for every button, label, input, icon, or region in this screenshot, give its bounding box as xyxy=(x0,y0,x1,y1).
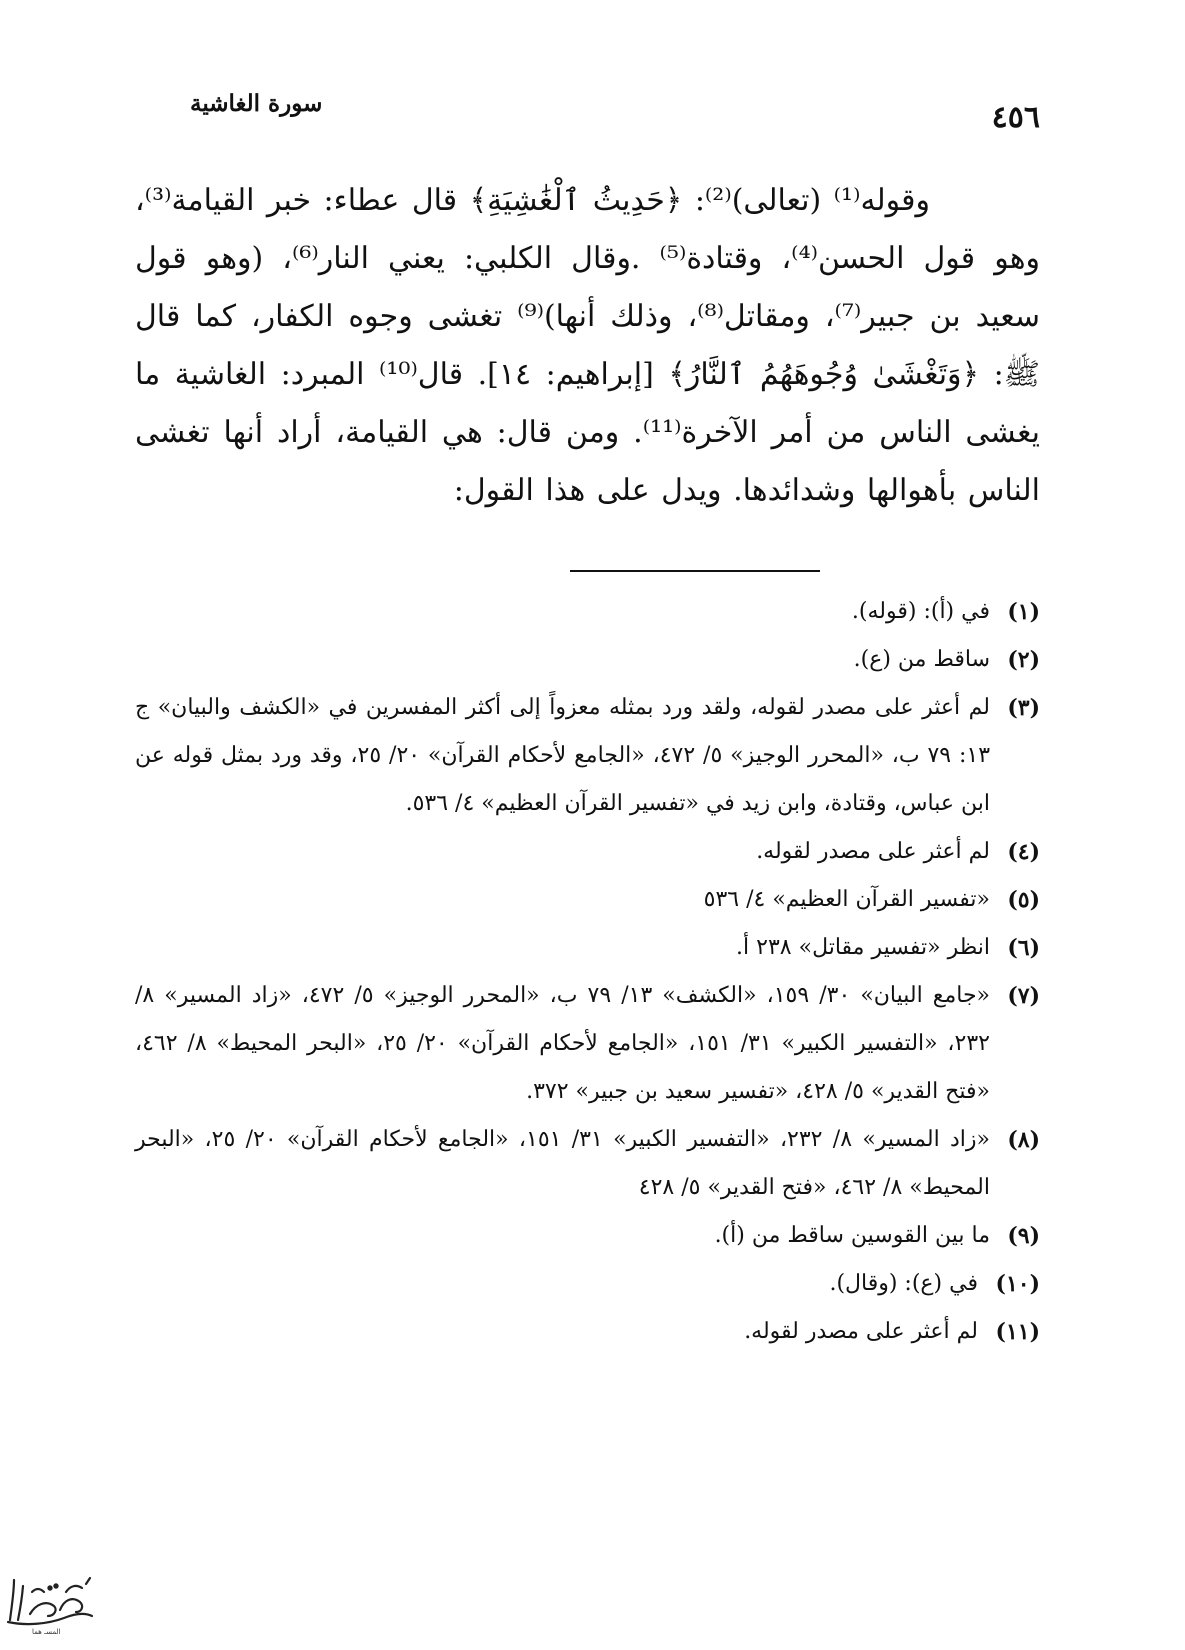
footnote-text: لم أعثر على مصدر لقوله، ولقد ورد بمثله معزواً إلى أكثر المفسرين في «الكشف والبيان» ج ١٣: ٧٩ ب، «المحرر الوجيز» ٥/ ٤٧٢، «الجامع لأحكام القرآن» ٢٠/ ٢٥، وقد ورد بمثل قوله عن ابن عباس، وقتادة، وابن زيد في «تفسير القرآن العظيم» ٤/ ٥٣٦. xyxy=(135,695,991,816)
footnote-text: لم أعثر على مصدر لقوله. xyxy=(744,1319,978,1344)
footnote-text: انظر «تفسير مقاتل» ٢٣٨ أ. xyxy=(736,935,990,960)
footnote-item xyxy=(135,924,1040,972)
footnote-number: (٨) xyxy=(1007,1127,1040,1153)
footnote-item xyxy=(135,1260,1040,1308)
footnote-number: (٤) xyxy=(1007,839,1040,865)
main-text xyxy=(135,172,1040,520)
footnote-text: «تفسير القرآن العظيم» ٤/ ٥٣٦ xyxy=(703,887,990,912)
footnote-item xyxy=(135,636,1040,684)
main-paragraph-text: وقوله⁽¹⁾ (تعالى)⁽²⁾: ﴿حَدِيثُ ٱلْغَٰشِيَةِ﴾ قال عطاء: خبر القيامة⁽³⁾، وهو قول الحسن⁽⁴⁾، وقتادة⁽⁵⁾ .وقال الكلبي: يعني النار⁽⁶⁾، (وهو قول سعيد بن جبير⁽⁷⁾، ومقاتل⁽⁸⁾، وذلك أنها)⁽⁹⁾ تغشى وجوه الكفار، كما قال ﷺ: ﴿وَتَغْشَىٰ وُجُوهَهُمُ ٱلنَّارُ﴾ [إبراهيم: ١٤]. قال⁽¹⁰⁾ المبرد: الغاشية ما يغشى الناس من أمر الآخرة⁽¹¹⁾. ومن قال: هي القيامة، أراد أنها تغشى الناس بأهوالها وشدائدها. ويدل على هذا القول: xyxy=(135,183,1041,508)
footnote-item xyxy=(135,588,1040,636)
footnote-number: (١) xyxy=(1007,599,1040,625)
footnote-number: (٧) xyxy=(1007,983,1040,1009)
footnote-item xyxy=(135,1308,1040,1356)
main-paragraph xyxy=(135,172,1040,520)
footnote-item xyxy=(135,972,1040,1116)
footnote-text: ما بين القوسين ساقط من (أ). xyxy=(714,1223,990,1248)
surah-title: سورة الغاشية xyxy=(190,90,323,117)
footnote-number: (٦) xyxy=(1007,935,1040,961)
footnote-item xyxy=(135,1212,1040,1260)
watermark-caption: المسـ هما xyxy=(32,1628,61,1636)
footnote-item xyxy=(135,828,1040,876)
running-header xyxy=(190,88,1040,138)
page-number: ٤٥٦ xyxy=(991,100,1040,135)
footnote-number: (٥) xyxy=(1007,887,1040,913)
footnote-number: (١٠) xyxy=(995,1271,1040,1297)
footnote-number: (٩) xyxy=(1007,1223,1040,1249)
footnote-text: ساقط من (ع). xyxy=(853,647,990,672)
footnote-number: (٢) xyxy=(1007,647,1040,673)
footnote-item xyxy=(135,876,1040,924)
footnote-item xyxy=(135,684,1040,828)
footnote-number: (٣) xyxy=(1007,695,1040,721)
footnote-separator xyxy=(570,570,820,572)
footnote-text: في (ع): (وقال). xyxy=(829,1271,978,1296)
footnotes-list xyxy=(135,588,1040,1356)
calligraphy-watermark-logo xyxy=(2,1562,98,1640)
footnote-number: (١١) xyxy=(995,1319,1040,1345)
footnote-text: «زاد المسير» ٨/ ٢٣٢، «التفسير الكبير» ٣١/ ١٥١، «الجامع لأحكام القرآن» ٢٠/ ٢٥، «البحر المحيط» ٨/ ٤٦٢، «فتح القدير» ٥/ ٤٢٨ xyxy=(135,1127,990,1200)
footnote-text: «جامع البيان» ٣٠/ ١٥٩، «الكشف» ١٣/ ٧٩ ب، «المحرر الوجيز» ٥/ ٤٧٢، «زاد المسير» ٨/ ٢٣٢، «التفسير الكبير» ٣١/ ١٥١، «الجامع لأحكام القرآن» ٢٠/ ٢٥، «البحر المحيط» ٨/ ٤٦٢، «فتح القدير» ٥/ ٤٢٨، «تفسير سعيد بن جبير» ٣٧٢. xyxy=(135,983,991,1104)
footnote-text: لم أعثر على مصدر لقوله. xyxy=(756,839,990,864)
footnote-item xyxy=(135,1116,1040,1212)
footnote-text: في (أ): (قوله). xyxy=(851,599,990,624)
